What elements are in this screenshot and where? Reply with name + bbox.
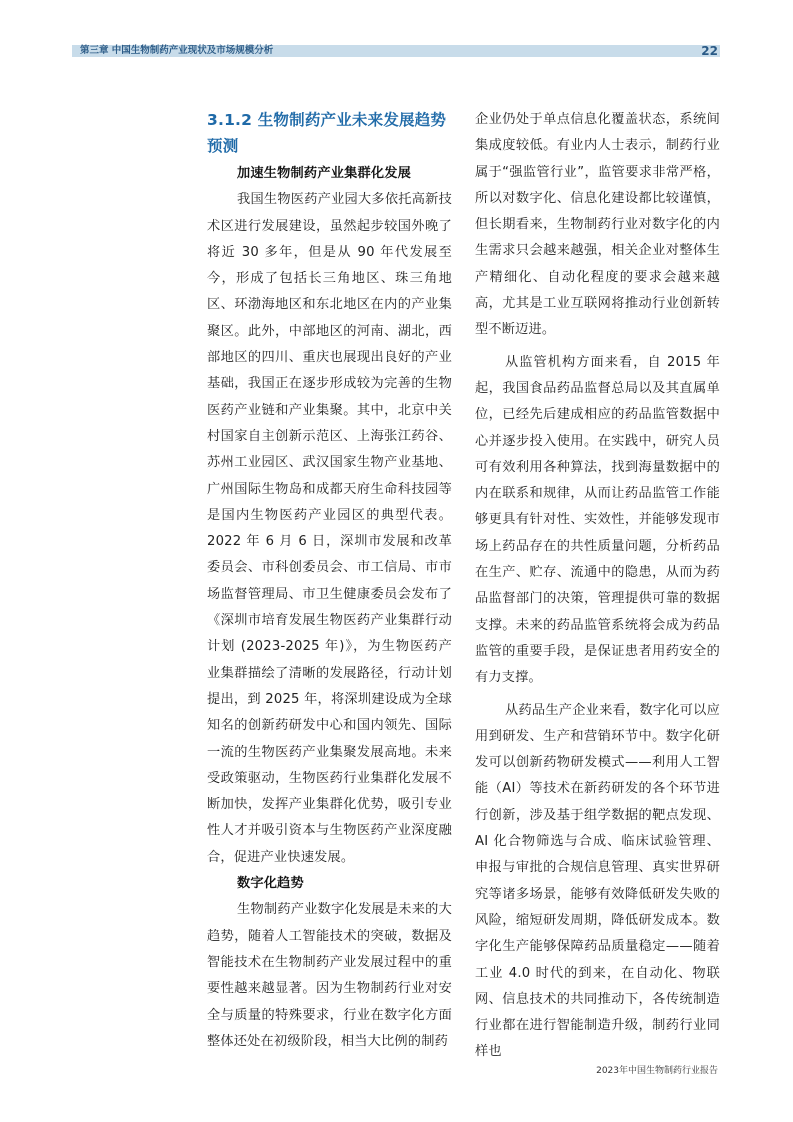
subheading-digital: 数字化趋势 xyxy=(237,876,304,892)
paragraph-digital-intro: 生物制药产业数字化发展是未来的大趋势，随着人工智能技术的突破，数据及智能技术在生物制药产业发展过程中的重要性越来越显著。因为生物制药行业对安全与质量的特殊要求，行业在数字化方面整体还处在初级阶段，相当大比例的制药 xyxy=(207,902,452,1049)
right-column xyxy=(475,107,720,1066)
subheading-cluster: 加速生物制药产业集群化发展 xyxy=(237,166,412,181)
paragraph-manufacturers: 从药品生产企业来看，数字化可以应用到研发、生产和营销环节中。数字化研发可以创新药物研发模式——利用人工智能（AI）等技术在新药研发的各个环节进行创新，涉及基于组学数据的靶点发现、AI 化合物筛选与合成、临床试验管理、申报与审批的合规信息管理、真实世界研究等诸多场景，能够有效降低研发失败的风险，缩短研发周期，降低研发成本。数字化生产能够保障药品质量稳定——随着工业 4.0 时代的到来，在自动化、物联网、信息技术的共同推动下，各传统制造行业都在进行智能制造升级，制药行业同样也 xyxy=(475,702,720,1060)
paragraph-cluster: 我国生物医药产业园大多依托高新技术区进行发展建设，虽然起步较国外晚了将近 30 多年，但是从 90 年代发展至今，形成了包括长三角地区、珠三角地区、环渤海地区和东北地区在内的产业集聚区。此外，中部地区的河南、湖北，西部地区的四川、重庆也展现出良好的产业基础，我国正在逐步形成较为完善的生物医药产业链和产业集聚。其中，北京中关村国家自主创新示范区、上海张江药谷、苏州工业园区、武汉国家生物产业基地、广州国际生物岛和成都天府生命科技园等是国内生物医药产业园区的典型代表。2022 年 6 月 6 日，深圳市发展和改革委员会、市科创委员会、市工信局、市市场监督管理局、市卫生健康委员会发布了《深圳市培育发展生物医药产业集群行动计划 (2023-2025 年)》，为生物医药产业集群描绘了清晰的发展路径，行动计划提出，到 2025 年，将深圳建设成为全球知名的创新药研发中心和国内领先、国际一流的生物医药产业集聚发展高地。未来受政策驱动，生物医药行业集群化发展不断加快，发挥产业集群化优势，吸引专业性人才并吸引资本与生物医药产业深度融合，促进产业快速发展。 xyxy=(207,192,452,865)
page-number: 22 xyxy=(701,44,718,58)
section-title: 3.1.2 生物制药产业未来发展趋势预测 xyxy=(207,111,447,155)
chapter-title: 第三章 中国生物制药产业现状及市场规模分析 xyxy=(80,45,274,56)
paragraph-digital-continued: 企业仍处于单点信息化覆盖状态，系统间集成度较低。有业内人士表示，制药行业属于“强监管行业”，监管要求非常严格，所以对数字化、信息化建设都比较谨慎，但长期看来，生物制药行业对数字化的内生需求只会越来越强，相关企业对整体生产精细化、自动化程度的要求会越来越高，尤其是工业互联网将推动行业创新转型不断迈进。 xyxy=(475,112,720,338)
left-column xyxy=(207,107,452,1055)
paragraph-regulators: 从监管机构方面来看，自 2015 年起，我国食品药品监督总局以及其直属单位，已经先后建成相应的药品监管数据中心并逐步投入使用。在实践中，研究人员可有效利用各种算法，找到海量数据中的内在联系和规律，从而让药品监管工作能够更具有针对性、实效性，并能够发现市场上药品存在的共性质量问题，分析药品在生产、贮存、流通中的隐患，从而为药品监督部门的决策，管理提供可靠的数据支撑。未来的药品监管系统将会成为药品监管的重要手段，是保证患者用药安全的有力支撑。 xyxy=(475,354,720,686)
footer-report-title: 2023年中国生物制药行业报告 xyxy=(596,1066,718,1076)
